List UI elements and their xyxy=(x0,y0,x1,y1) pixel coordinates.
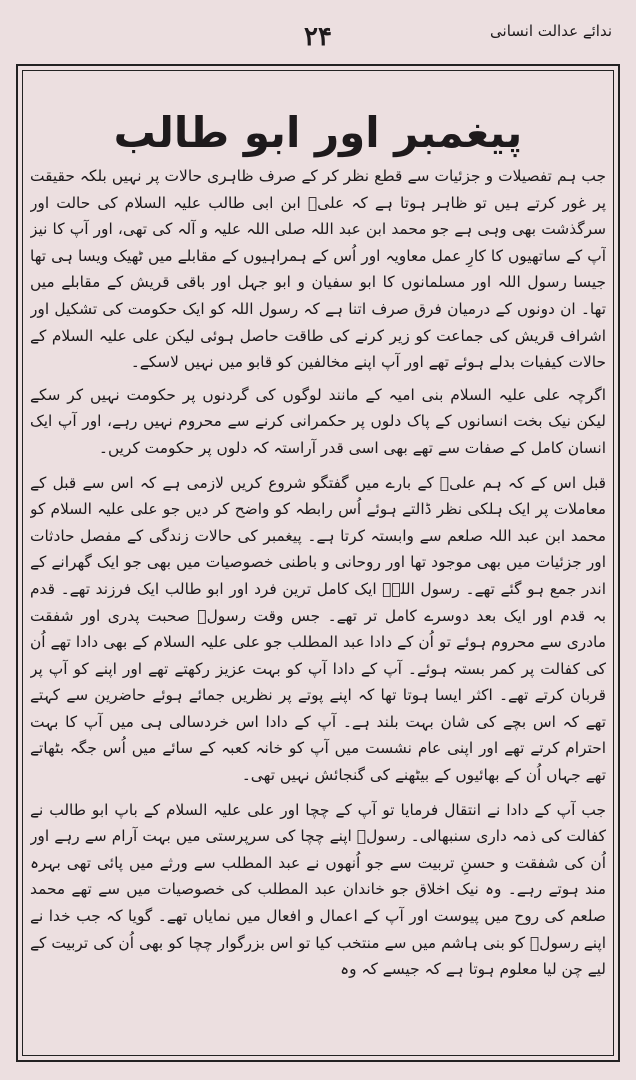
running-title: ندائے عدالت انسانی xyxy=(490,22,612,40)
text-block xyxy=(30,78,606,1050)
paragraph-2: اگرچہ علی علیہ السلام بنی امیہ کے مانند لوگوں کی گردنوں پر حکومت نہیں کر سکے لیکن نیک بخت انسانوں کے پاک دلوں پر حکمرانی کرنے سے محروم نہیں رہے، اور آپ ایک انسان کامل کے صفات سے تھے بھی اسی قدر آراستہ کہ دلوں پر حکومت کریں۔ xyxy=(30,385,606,457)
paragraph-3: قبل اس کے کہ ہم علیؑ کے بارے میں گفتگو شروع کریں لازمی ہے کہ اس سے قبل کے معاملات پر ایک ہلکی نظر ڈالتے ہوئے اُس رابطہ کو واضح کر دیں جو علی علیہ السلام کو محمد ابن عبد اللہ صلعم سے وابستہ کرتا ہے۔ پیغمبر کی حالات زندگی کے مفصل حادثات اور جزئیات میں بھی موجود تھا اور روحانی و باطنی خصوصیات میں بھی جو ایک گھرانے کے اندر جمع ہو گئے تھے۔ رسول اللہؐ ایک کامل ترین فرد اور ابو طالب ایک فرزند تھے۔ قدم بہ قدم اور ایک بعد دوسرے کامل تر تھے۔ جس وقت رسولؐ صحبت پدری اور شفقت مادری سے محروم ہوئے تو اُن کے دادا عبد المطلب جو علی علیہ السلام کے بھی دادا تھے اُن کی کفالت پر کمر بستہ ہوئے۔ آپ کے دادا آپ کو بہت عزیز رکھتے تھے اور اپنے کو آپ پر قربان کرتے تھے۔ اکثر ایسا ہوتا تھا کہ اپنے پوتے پر نظریں جمائے ہوئے حاضرین سے کہتے تھے کہ اس بچے کی شان بہت بلند ہے۔ آپ کے دادا اس خردسالی ہی میں آپ کا بہت احترام کرتے تھے اور اپنی عام نشست میں آپ کو خانہ کعبہ کے سائے میں اُس جگہ بٹھاتے تھے جہاں اُن کے بھائیوں کے بیٹھنے کی گنجائش نہیں تھی۔ xyxy=(30,473,606,785)
paragraph-4: جب آپ کے دادا نے انتقال فرمایا تو آپ کے چچا اور علی علیہ السلام کے باپ ابو طالب نے کفالت کی ذمہ داری سنبھالی۔ رسولؐ اپنے چچا کی سرپرستی میں بہت آرام سے رہے اور اُن کی شفقت و حسنِ تربیت سے جو اُنھوں نے عبد المطلب سے ورثے میں پائی تھی بہرہ مند ہوتے رہے۔ وہ نیک اخلاق جو خاندان عبد المطلب کی خصوصیات میں سے تھے محمد صلعم کی روح میں پیوست اور آپ کے اعمال و افعال میں نمایاں تھے۔ گویا کہ جب خدا نے اپنے رسولؐ کو بنی ہاشم میں سے منتخب کیا تو اس بزرگوار چچا کو بھی اُن کی تربیت کے لیے چن لیا معلوم ہوتا ہے کہ جیسے کہ وہ xyxy=(30,800,606,979)
page-number: ۲۴ xyxy=(304,22,332,52)
chapter-title: پیغمبر اور ابو طالب xyxy=(113,108,523,157)
paragraph-1: جب ہم تفصیلات و جزئیات سے قطع نظر کر کے صرف ظاہری حالات پر نہیں بلکہ حقیقت پر غور کرتے ہیں تو ظاہر ہوتا ہے کہ علیؑ ابن ابی طالب علیہ السلام کی حالت اور سرگذشت بھی وہی ہے جو محمد ابن عبد اللہ صلی اللہ علیہ و آلہ کی تھی، اور آپ کا نیز آپ کے ساتھیوں کا کارِ عمل معاویہ اور اُس کے ہمراہیوں کے مقابلے میں ٹھیک ویسا ہی تھا جیسا رسول اللہ اور مسلمانوں کا ابو سفیان و ابو جہل اور باقی قریش کے مقابلے میں تھا۔ ان دونوں کے درمیان فرق صرف اتنا ہے کہ رسول اللہ کو ایک حکومت کی تشکیل اور اشراف قریش کی جماعت کو زیر کرنے کی طاقت حاصل ہوئی لیکن علی علیہ السلام کے حالات کیفیات بدلے ہوئے تھے اور آپ اپنے مخالفین کو قابو میں نہیں لاسکے۔ xyxy=(30,167,606,372)
